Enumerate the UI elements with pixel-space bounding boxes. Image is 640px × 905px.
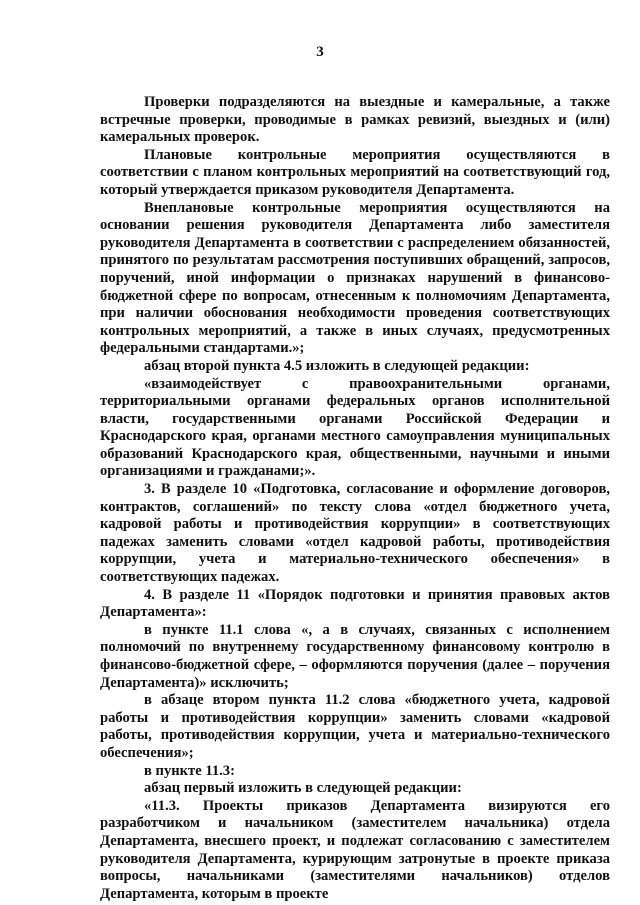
- paragraph-first-abzac-intro: абзац первый изложить в следующей редакции:: [144, 780, 462, 797]
- paragraph-clause-11-3-intro: в пункте 11.3:: [144, 762, 235, 779]
- paragraph-clause-4-5-intro: абзац второй пункта 4.5 изложить в следующей редакции:: [144, 357, 530, 374]
- paragraph-clause-11-3-text: «11.3. Проекты приказов Департамента визируются его разработчиком и начальником (заместителем начальника) отдела Департамента, внесшего проект, и подлежат согласованию с заместителем руководителя Департамента, курирующим затронутые в проекте приказа вопросы, начальниками (заместителями начальников) отделов Департамента, которым в проекте: [100, 797, 610, 902]
- paragraph-planned-measures: Плановые контрольные мероприятия осуществляются в соответствии с планом контрольных мероприятий на соответствующий год, который утверждается приказом руководителя Департамента.: [100, 146, 610, 198]
- paragraph-clause-11-1: в пункте 11.1 слова «, а в случаях, связанных с исполнением полномочий по внутреннему государственному финансовому контролю в финансово-бюджетной сфере, – оформляются поручения (далее – поручения Департамента)» исключить;: [100, 621, 610, 691]
- paragraph-clause-11-2: в абзаце втором пункта 11.2 слова «бюджетного учета, кадровой работы и противодействия коррупции» заменить словами «кадровой работы, противодействия коррупции, учета и материально-технического обеспечения»;: [100, 692, 610, 761]
- paragraph-unplanned-measures: Внеплановые контрольные мероприятия осуществляются на основании решения руководителя Департамента либо заместителя руководителя Департамента в соответствии с распределением обязанностей, принятого по результатам рассмотрения поступивших обращений, запросов, поручений, иной информации о признаках нарушений в финансово-бюджетной сфере по вопросам, отнесенным к полномочиям Департамента, при наличии обоснования необходимости проведения соответствующих контрольных мероприятий, а также в иных случаях, предусмотренных федеральными стандартами.»;: [100, 199, 610, 357]
- paragraph-inspections-types: Проверки подразделяются на выездные и камеральные, а также встречные проверки, проводимые в рамках ревизий, выездных и (или) камеральных проверок.: [100, 94, 610, 146]
- page-number: 3: [316, 44, 324, 60]
- document-body: [100, 94, 610, 903]
- paragraph-clause-4-5-text: «взаимодействует с правоохранительными органами, территориальными органами федеральных органов исполнительной власти, государственными органами Российской Федерации и Краснодарского края, органами местного самоуправления муниципальных образований Краснодарского края, общественными, научными и иными организациями и гражданами;».: [100, 375, 610, 480]
- paragraph-item-4: 4. В разделе 11 «Порядок подготовки и принятия правовых актов Департамента»:: [100, 586, 610, 621]
- paragraph-item-3: 3. В разделе 10 «Подготовка, согласование и оформление договоров, контрактов, соглашений» по тексту слова «отдел бюджетного учета, кадровой работы и противодействия коррупции» в соответствующих падежах заменить словами «отдел кадровой работы, противодействия коррупции, учета и материально-технического обеспечения» в соответствующих падежах.: [100, 481, 610, 586]
